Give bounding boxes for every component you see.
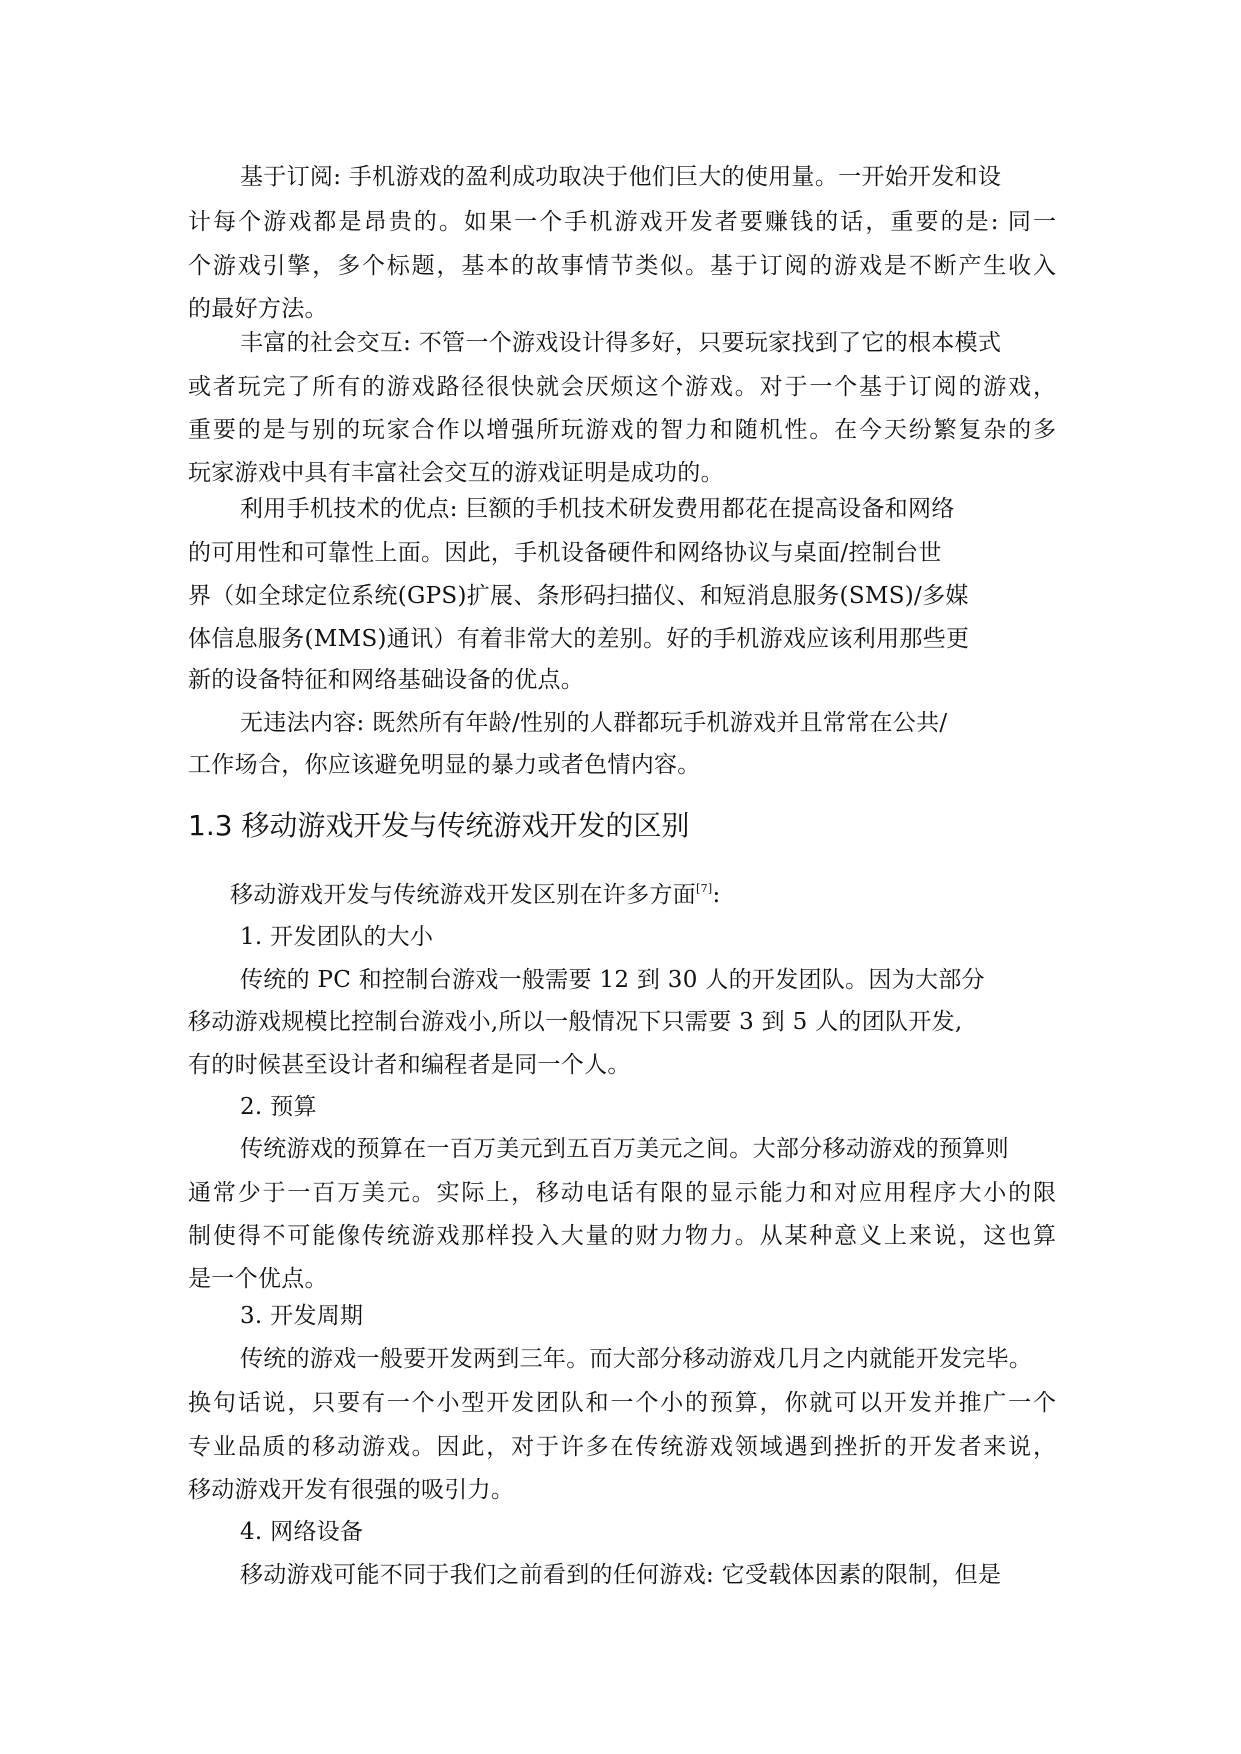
citation-reference: [7] xyxy=(696,882,713,895)
item-3-line-1: 传统的游戏一般要开发两到三年。而大部分移动游戏几月之内就能开发完毕。 xyxy=(240,1346,1033,1372)
paragraph-tech-line-5: 新的设备特征和网络基础设备的优点。 xyxy=(188,667,585,693)
paragraph-subscription-line-1: 基于订阅: 手机游戏的盈利成功取决于他们巨大的使用量。一开始开发和设 xyxy=(240,164,1002,190)
item-3-line-4: 移动游戏开发有很强的吸引力。 xyxy=(188,1477,515,1503)
item-2-title: 2. 预算 xyxy=(240,1094,317,1120)
item-3-title: 3. 开发周期 xyxy=(240,1303,364,1329)
item-4-title: 4. 网络设备 xyxy=(240,1519,364,1545)
paragraph-tech-line-3: 界（如全球定位系统(GPS)扩展、条形码扫描仪、和短消息服务(SMS)/多媒 xyxy=(188,583,969,609)
item-2-line-3: 制使得不可能像传统游戏那样投入大量的财力物力。从某种意义上来说，这也算 xyxy=(188,1223,1056,1249)
section-intro-text: 移动游戏开发与传统游戏开发区别在许多方面 xyxy=(230,882,696,908)
paragraph-tech-line-2: 的可用性和可靠性上面。因此，手机设备硬件和网络协议与桌面/控制台世 xyxy=(188,540,942,566)
item-3-line-3: 专业品质的移动游戏。因此，对于许多在传统游戏领域遇到挫折的开发者来说， xyxy=(188,1434,1056,1460)
paragraph-content-line-1: 无违法内容: 既然所有年龄/性别的人群都玩手机游戏并且常常在公共/ xyxy=(240,710,948,736)
paragraph-subscription-line-2: 计每个游戏都是昂贵的。如果一个手机游戏开发者要赚钱的话，重要的是: 同一 xyxy=(188,209,1056,235)
item-1-line-3: 有的时候甚至设计者和编程者是同一个人。 xyxy=(188,1052,631,1078)
section-intro xyxy=(230,880,721,910)
item-1-title: 1. 开发团队的大小 xyxy=(240,924,434,950)
section-intro-tail: : xyxy=(712,882,721,908)
paragraph-tech-line-4: 体信息服务(MMS)通讯）有着非常大的差别。好的手机游戏应该利用那些更 xyxy=(188,626,970,652)
section-heading: 1.3 移动游戏开发与传统游戏开发的区别 xyxy=(188,809,690,842)
item-1-line-1: 传统的 PC 和控制台游戏一般需要 12 到 30 人的开发团队。因为大部分 xyxy=(240,967,985,993)
item-1-line-2: 移动游戏规模比控制台游戏小,所以一般情况下只需要 3 到 5 人的团队开发, xyxy=(188,1009,963,1035)
item-3-line-2: 换句话说，只要有一个小型开发团队和一个小的预算，你就可以开发并推广一个 xyxy=(188,1390,1056,1416)
paragraph-social-line-1: 丰富的社会交互: 不管一个游戏设计得多好，只要玩家找到了它的根本模式 xyxy=(240,330,1002,356)
paragraph-subscription-line-4: 的最好方法。 xyxy=(188,296,328,322)
paragraph-tech-line-1: 利用手机技术的优点: 巨额的手机技术研发费用都花在提高设备和网络 xyxy=(240,496,955,522)
item-2-line-1: 传统游戏的预算在一百万美元到五百万美元之间。大部分移动游戏的预算则 xyxy=(240,1136,1009,1162)
paragraph-content-line-2: 工作场合，你应该避免明显的暴力或者色情内容。 xyxy=(188,752,701,778)
item-4-line-1: 移动游戏可能不同于我们之前看到的任何游戏: 它受载体因素的限制，但是 xyxy=(240,1562,1002,1588)
paragraph-social-line-3: 重要的是与别的玩家合作以增强所玩游戏的智力和随机性。在今天纷繁复杂的多 xyxy=(188,417,1056,443)
item-2-line-4: 是一个优点。 xyxy=(188,1266,328,1292)
paragraph-subscription-line-3: 个游戏引擎，多个标题，基本的故事情节类似。基于订阅的游戏是不断产生收入 xyxy=(188,253,1056,279)
item-2-line-2: 通常少于一百万美元。实际上，移动电话有限的显示能力和对应用程序大小的限 xyxy=(188,1180,1056,1206)
paragraph-social-line-2: 或者玩完了所有的游戏路径很快就会厌烦这个游戏。对于一个基于订阅的游戏， xyxy=(188,374,1056,400)
paragraph-social-line-4: 玩家游戏中具有丰富社会交互的游戏证明是成功的。 xyxy=(188,460,724,486)
